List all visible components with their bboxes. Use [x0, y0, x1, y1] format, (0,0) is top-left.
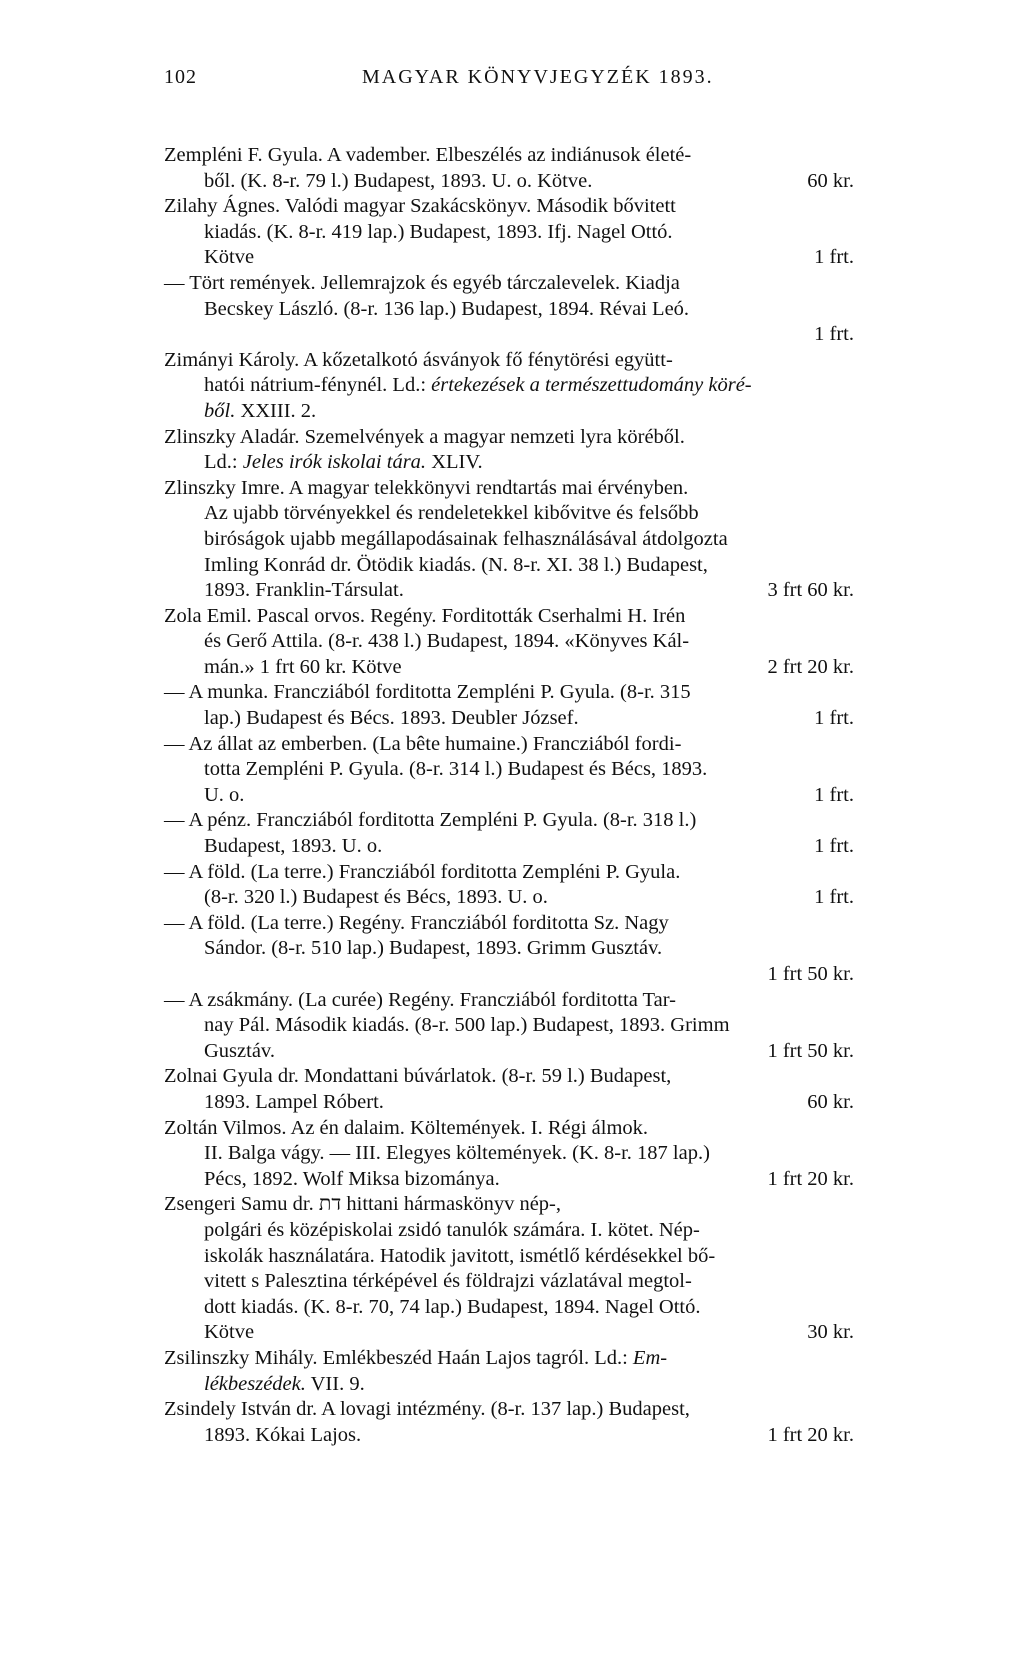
line-text: 1893. Lampel Róbert.: [204, 1090, 384, 1113]
catalog-line: [164, 1192, 854, 1218]
line-text: Zola Emil. Pascal orvos. Regény. Forditották Cserhalmi H. Irén: [164, 604, 686, 627]
line-text: Zempléni F. Gyula. A vadember. Elbeszélés az indiánusok életé-: [164, 144, 692, 166]
catalog-line: [164, 732, 854, 758]
line-text: Zsengeri Samu dr. דת hittani hármaskönyv nép-,: [164, 1193, 562, 1216]
line-text: II. Balga vágy. — III. Elegyes költemények. (K. 8-r. 187 lap.): [204, 1142, 710, 1165]
line-italic-text: Em-: [632, 1346, 668, 1369]
line-text: (8-r. 320 l.) Budapest és Bécs, 1893. U. o.: [204, 886, 548, 909]
running-title: MAGYAR KÖNYVJEGYZÉK 1893.: [362, 66, 714, 88]
page-number: 102: [164, 66, 197, 88]
catalog-line: [164, 1064, 854, 1090]
catalog-line: [164, 936, 854, 962]
catalog-line: [164, 757, 854, 783]
price-label: 1 frt.: [814, 783, 854, 806]
line-text: Zlinszky Imre. A magyar telekkönyvi rendtartás mai érvényben.: [164, 476, 689, 499]
line-text-continued: XXIII. 2.: [235, 399, 317, 422]
catalog-line: [164, 322, 854, 348]
line-text: Becskey László. (8-r. 136 lap.) Budapest, 1894. Révai Leó.: [204, 297, 690, 320]
catalog-entries: [164, 143, 854, 1448]
catalog-line: [164, 885, 854, 911]
line-text: totta Zempléni P. Gyula. (8-r. 314 l.) Budapest és Bécs, 1893.: [204, 758, 708, 781]
line-text: Zoltán Vilmos. Az én dalaim. Költemények. I. Régi álmok.: [164, 1116, 649, 1139]
catalog-line: [164, 501, 854, 527]
catalog-line: [164, 373, 854, 399]
line-italic-text: ből.: [204, 399, 236, 422]
price-label: 60 kr.: [807, 169, 854, 192]
line-text: iskolák használatára. Hatodik javitott, ismétlő kérdésekkel bő-: [204, 1244, 716, 1267]
catalog-line: [164, 169, 854, 195]
catalog-line: [164, 297, 854, 323]
catalog-line: [164, 1141, 854, 1167]
line-text: — A föld. (La terre.) Regény. Francziából forditotta Sz. Nagy: [164, 911, 669, 934]
catalog-line: [164, 860, 854, 886]
catalog-line: [164, 1039, 854, 1065]
catalog-line: [164, 578, 854, 604]
price-label: 3 frt 60 kr.: [767, 579, 854, 602]
line-text-continued: XLIV.: [426, 451, 483, 474]
catalog-line: [164, 1269, 854, 1295]
line-text: U. o.: [204, 783, 245, 806]
catalog-line: [164, 143, 854, 169]
line-text: biróságok ujabb megállapodásainak felhasználásával átdolgozta: [204, 527, 728, 550]
line-text: Budapest, 1893. U. o.: [204, 835, 383, 858]
line-text: — A munka. Francziából forditotta Zempléni P. Gyula. (8-r. 315: [164, 681, 691, 704]
line-italic-text: értekezések a természettudomány köré-: [431, 374, 752, 397]
line-text: ből. (K. 8-r. 79 l.) Budapest, 1893. U. o. Kötve.: [204, 169, 593, 192]
line-text: dott kiadás. (K. 8-r. 70, 74 lap.) Budapest, 1894. Nagel Ottó.: [204, 1295, 701, 1318]
catalog-line: [164, 911, 854, 937]
line-text: 1893. Franklin-Társulat.: [204, 579, 404, 602]
line-text: Zolnai Gyula dr. Mondattani búvárlatok. (8-r. 59 l.) Budapest,: [164, 1065, 672, 1088]
catalog-line: [164, 220, 854, 246]
catalog-line: [164, 1397, 854, 1423]
catalog-line: [164, 194, 854, 220]
line-text: Kötve: [204, 246, 255, 269]
line-text: 1893. Kókai Lajos.: [204, 1423, 362, 1446]
catalog-line: [164, 399, 854, 425]
line-text: Pécs, 1892. Wolf Miksa bizománya.: [204, 1167, 500, 1190]
line-text: — A pénz. Francziából forditotta Zempléni P. Gyula. (8-r. 318 l.): [164, 809, 697, 832]
price-label: 1 frt 50 kr.: [767, 1039, 854, 1062]
catalog-line: [164, 808, 854, 834]
catalog-line: [164, 1116, 854, 1142]
line-text: vitett s Palesztina térképével és földrajzi vázlatával megtol-: [204, 1270, 692, 1293]
line-text: Imling Konrád dr. Ötödik kiadás. (N. 8-r. XI. 38 l.) Budapest,: [204, 553, 708, 576]
line-text: hatói nátrium-fénynél. Ld.:: [204, 374, 432, 397]
catalog-line: [164, 348, 854, 374]
line-italic-text: Jeles irók iskolai tára.: [242, 451, 427, 474]
catalog-line: [164, 988, 854, 1014]
line-text: Zsilinszky Mihály. Emlékbeszéd Haán Lajos tagról. Ld.:: [164, 1346, 633, 1369]
line-text: — Tört remények. Jellemrajzok és egyéb tárczalevelek. Kiadja: [164, 271, 680, 294]
price-label: 1 frt.: [814, 323, 854, 346]
catalog-line: [164, 834, 854, 860]
line-text-continued: VII. 9.: [305, 1372, 365, 1395]
catalog-line: [164, 425, 854, 451]
line-text: Gusztáv.: [204, 1039, 275, 1062]
catalog-line: [164, 1423, 854, 1449]
catalog-line: [164, 476, 854, 502]
line-text: nay Pál. Második kiadás. (8-r. 500 lap.) Budapest, 1893. Grimm: [204, 1014, 730, 1037]
catalog-line: [164, 245, 854, 271]
line-text: mán.» 1 frt 60 kr. Kötve: [204, 655, 402, 678]
line-text: Zilahy Ágnes. Valódi magyar Szakácskönyv. Második bővitett: [164, 195, 676, 218]
catalog-line: [164, 1244, 854, 1270]
price-label: 1 frt 20 kr.: [767, 1423, 854, 1446]
line-text: — Az állat az emberben. (La bête humaine.) Francziából fordi-: [164, 732, 682, 755]
catalog-line: [164, 629, 854, 655]
catalog-line: [164, 1090, 854, 1116]
catalog-line: [164, 680, 854, 706]
price-label: 1 frt.: [814, 886, 854, 909]
catalog-line: [164, 655, 854, 681]
catalog-line: [164, 527, 854, 553]
price-label: 1 frt 20 kr.: [767, 1167, 854, 1190]
catalog-line: [164, 553, 854, 579]
line-text: polgári és középiskolai zsidó tanulók számára. I. kötet. Nép-: [204, 1218, 700, 1241]
line-text: Ld.:: [204, 451, 243, 474]
line-text: — A föld. (La terre.) Francziából forditotta Zempléni P. Gyula.: [164, 860, 681, 883]
line-text: kiadás. (K. 8-r. 419 lap.) Budapest, 1893. Ifj. Nagel Ottó.: [204, 220, 673, 243]
price-label: 2 frt 20 kr.: [767, 655, 854, 678]
line-text: lap.) Budapest és Bécs. 1893. Deubler József.: [204, 707, 579, 730]
line-text: Zlinszky Aladár. Szemelvények a magyar nemzeti lyra köréből.: [164, 425, 685, 448]
catalog-line: [164, 783, 854, 809]
catalog-line: [164, 1372, 854, 1398]
price-label: 30 kr.: [807, 1321, 854, 1344]
price-label: 60 kr.: [807, 1090, 854, 1113]
line-text: Sándor. (8-r. 510 lap.) Budapest, 1893. Grimm Gusztáv.: [204, 937, 663, 960]
catalog-line: [164, 962, 854, 988]
catalog-line: [164, 450, 854, 476]
line-text: és Gerő Attila. (8-r. 438 l.) Budapest, 1894. «Könyves Kál-: [204, 630, 690, 653]
catalog-line: [164, 1167, 854, 1193]
catalog-line: [164, 706, 854, 732]
price-label: 1 frt.: [814, 246, 854, 269]
line-text: Zimányi Károly. A kőzetalkotó ásványok fő fénytörési együtt-: [164, 348, 673, 371]
catalog-line: [164, 1295, 854, 1321]
catalog-line: [164, 1346, 854, 1372]
line-text: Kötve: [204, 1321, 255, 1344]
catalog-line: [164, 1320, 854, 1346]
catalog-line: [164, 1013, 854, 1039]
catalog-line: [164, 604, 854, 630]
catalog-line: [164, 1218, 854, 1244]
price-label: 1 frt.: [814, 835, 854, 858]
price-label: 1 frt.: [814, 707, 854, 730]
price-label: 1 frt 50 kr.: [767, 963, 854, 985]
line-text: Az ujabb törvényekkel és rendeletekkel kibővitve és felsőbb: [204, 502, 699, 525]
line-text: — A zsákmány. (La curée) Regény. Francziából forditotta Tar-: [164, 988, 676, 1011]
catalog-line: [164, 271, 854, 297]
line-text: Zsindely István dr. A lovagi intézmény. (8-r. 137 lap.) Budapest,: [164, 1398, 690, 1421]
line-italic-text: lékbeszédek.: [204, 1372, 306, 1395]
